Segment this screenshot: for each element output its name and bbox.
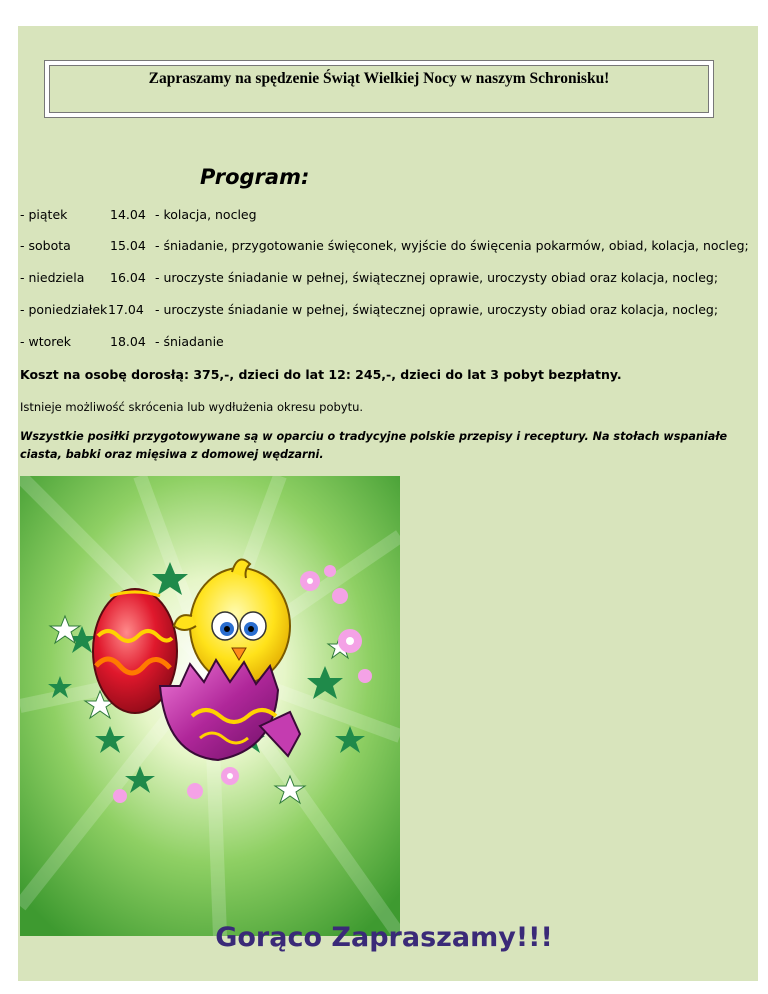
banner-text: Zapraszamy na spędzenie Świąt Wielkiej Nocy w naszym Schronisku! bbox=[148, 70, 610, 87]
program-day: - wtorek bbox=[20, 334, 72, 349]
banner-inner-frame bbox=[49, 65, 709, 113]
program-date: 16.04 bbox=[110, 270, 146, 285]
program-desc: - uroczyste śniadanie w pełnej, świątecznej oprawie, uroczysty obiad oraz kolacja, nocleg; bbox=[155, 302, 719, 317]
meals-description: Wszystkie posiłki przygotowywane są w oparciu o tradycyjne polskie przepisy i receptury. Na stołach wspaniałe ciasta, babki oraz mięsiwa z domowej wędzarni. bbox=[20, 430, 728, 461]
program-desc: - uroczyste śniadanie w pełnej, świątecznej oprawie, uroczysty obiad oraz kolacja, nocleg; bbox=[155, 270, 719, 285]
program-day: - poniedziałek bbox=[20, 302, 108, 317]
program-date: 15.04 bbox=[110, 238, 146, 253]
stay-note: Istnieje możliwość skrócenia lub wydłużenia okresu pobytu. bbox=[20, 400, 364, 414]
program-date: 14.04 bbox=[110, 207, 146, 222]
program-desc: - śniadanie, przygotowanie święconek, wyjście do święcenia pokarmów, obiad, kolacja, nocleg; bbox=[155, 238, 749, 253]
program-day: - piątek bbox=[20, 207, 68, 222]
program-desc: - śniadanie bbox=[155, 334, 224, 349]
program-title: Program: bbox=[200, 165, 310, 189]
program-desc: - kolacja, nocleg bbox=[155, 207, 257, 222]
invitation-banner bbox=[44, 60, 714, 118]
program-date: 18.04 bbox=[110, 334, 146, 349]
program-day: - sobota bbox=[20, 238, 71, 253]
closing-text: Gorąco Zapraszamy!!! bbox=[215, 922, 553, 953]
program-date: 17.04 bbox=[108, 302, 144, 317]
program-day: - niedziela bbox=[20, 270, 85, 285]
cost-info: Koszt na osobę dorosłą: 375,-, dzieci do lat 12: 245,-, dzieci do lat 3 pobyt bezpłatny. bbox=[20, 367, 622, 382]
easter-chick-in-egg-illustration bbox=[20, 476, 400, 936]
